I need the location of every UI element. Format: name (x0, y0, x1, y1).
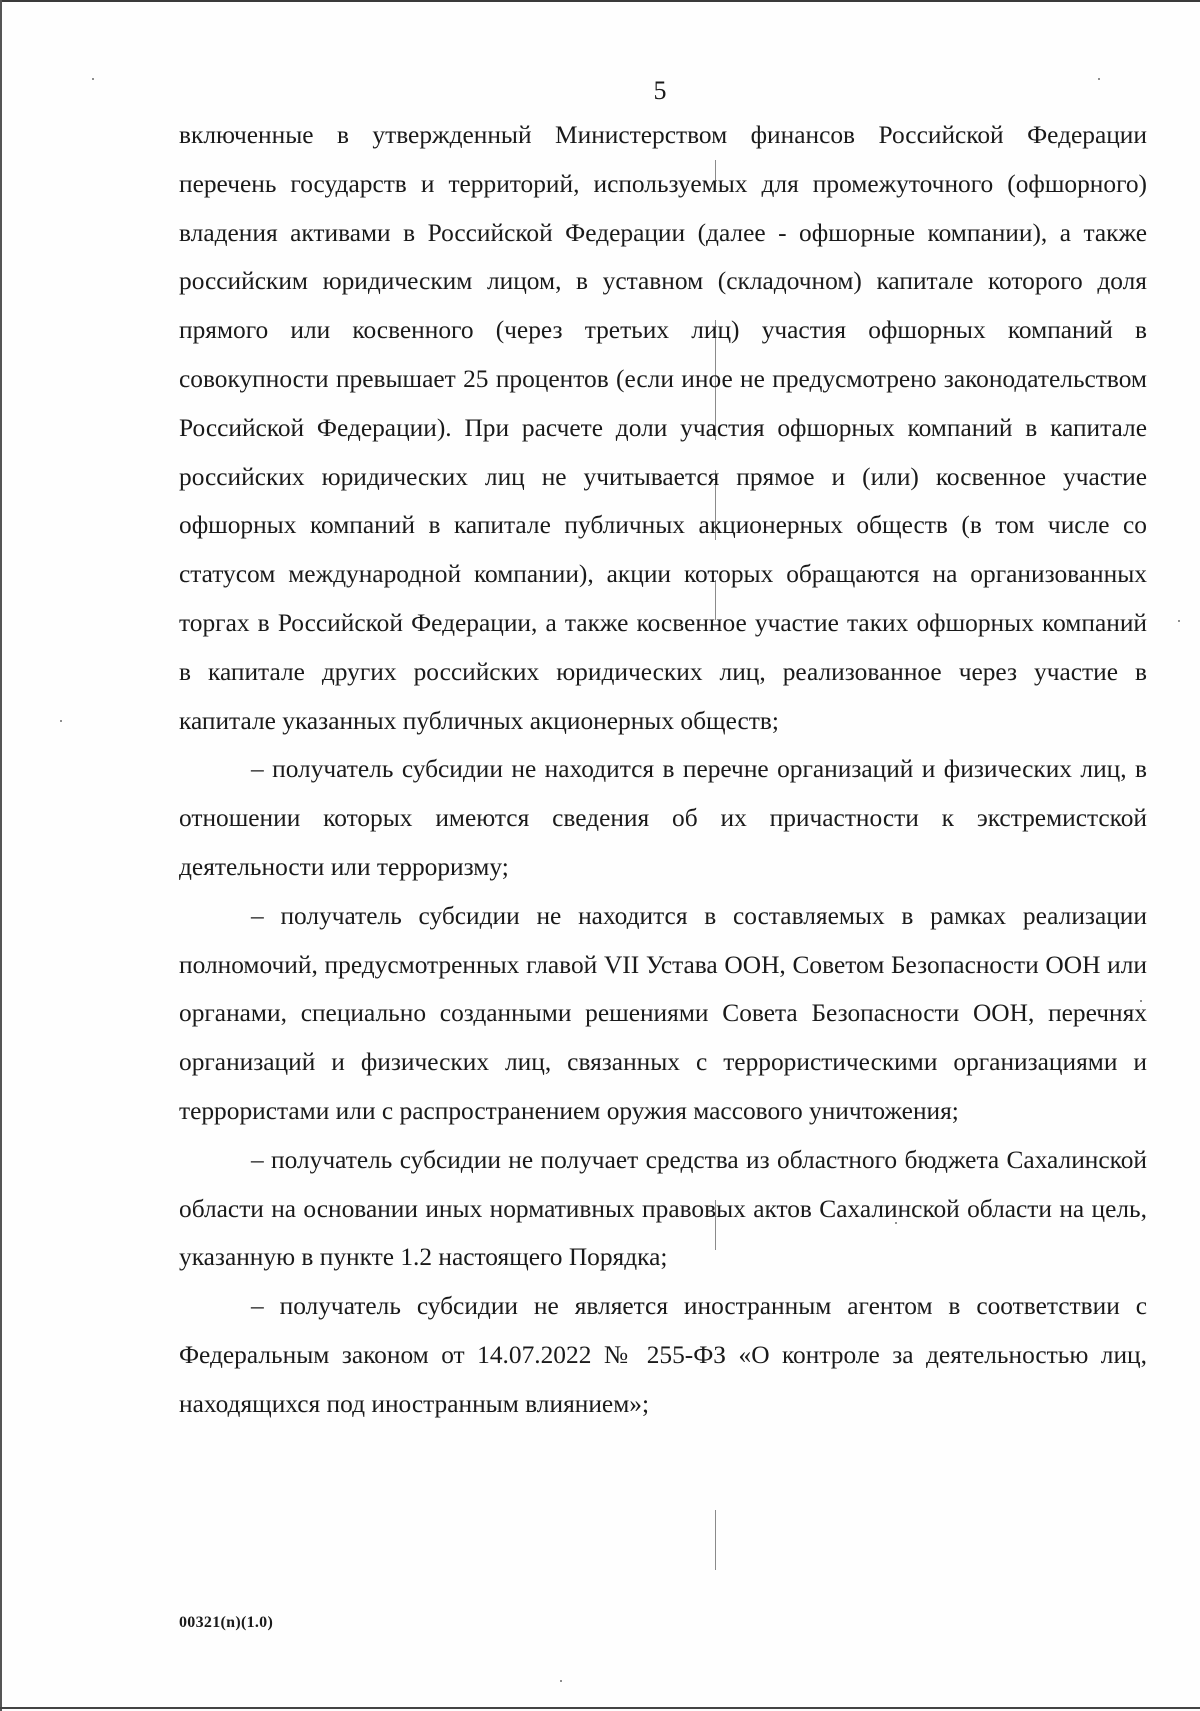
scan-speck (560, 1680, 562, 1682)
scan-speck (1178, 620, 1180, 622)
scan-left-edge (0, 0, 2, 1711)
scan-top-edge (0, 0, 1200, 2)
paragraph-continuation: включенные в утвержденный Министерством финансов Российской Федерации перечень государств и территорий, используемых для промежуточного (офшорного) владения активами в Российской Федерации (далее - офшорные компании), а также российским юридическим лицом, в уставном (складочном) капитале которого доля прямого или косвенного (через третьих лиц) участия офшорных компаний в совокупности превышает 25 процентов (если иное не предусмотрено законодательством Российской Федерации). При расчете доли участия офшорных компаний в капитале российских юридических лиц не учитывается прямое и (или) косвенное участие офшорных компаний в капитале публичных акционерных обществ (в том числе со статусом международной компании), акции которых обращаются на организованных торгах в Российской Федерации, а также косвенное участие таких офшорных компаний в капитале других российских юридических лиц, реализованное через участие в капитале указанных публичных акционерных обществ; (179, 121, 1147, 735)
document-footer-code: 00321(n)(1.0) (179, 1614, 274, 1631)
page-number: 5 (653, 76, 667, 105)
bullet-item: – получатель субсидии не является иностранным агентом в соответствии с Федеральным законом от 14.07.2022 № 255-ФЗ «О контроле за деятельностью лиц, находящихся под иностранным влиянием»; (179, 1292, 1147, 1418)
bullet-item: – получатель субсидии не получает средства из областного бюджета Сахалинской области на основании иных нормативных правовых актов Сахалинской области на цель, указанную в пункте 1.2 настоящего Порядка; (179, 1145, 1147, 1272)
scan-speck (60, 720, 62, 722)
scan-bottom-edge (0, 1707, 1200, 1709)
bullet-item: – получатель субсидии не находится в перечне организаций и физических лиц, в отношении которых имеются сведения об их причастности к экстремистской деятельности или терроризму; (179, 755, 1147, 881)
document-body (179, 111, 1147, 1429)
bullet-item: – получатель субсидии не находится в составляемых в рамках реализации полномочий, предусмотренных главой VII Устава ООН, Советом Безопасности ООН или органами, специально созданными решениями Совета Безопасности ООН, перечнях организаций и физических лиц, связанных с террористическими организациями и террористами или с распространением оружия массового уничтожения; (179, 901, 1147, 1125)
scan-fold-line (715, 1510, 716, 1570)
